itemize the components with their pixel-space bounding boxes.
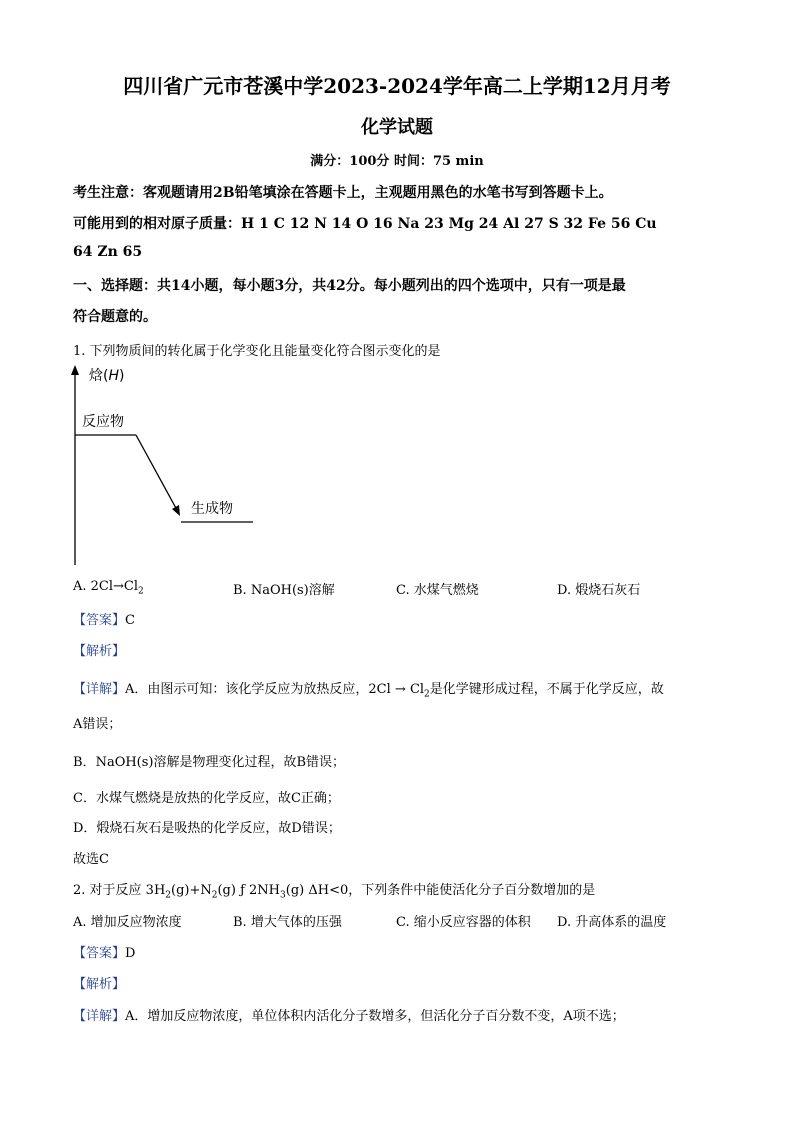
page-title: 四川省广元市苍溪中学2023-2024学年高二上学期12月月考 — [123, 74, 671, 98]
y-axis-label: 焓(H) — [89, 368, 125, 384]
subject-title: 化学试题 — [361, 117, 433, 138]
q1-option-a: A. $2Cl\to Cl_2$ — [73, 579, 144, 597]
enthalpy-diagram — [60, 360, 280, 572]
q2-answer: 【答案】D — [73, 946, 136, 961]
q2-option-d: D. 升高体系的温度 — [557, 915, 667, 930]
q2-detail-a: 【详解】A．增加反应物浓度，单位体积内活化分子数增多，但活化分子百分数不变，A项不选； — [73, 1009, 625, 1024]
q1-option-c: C. 水煤气燃烧 — [396, 583, 479, 598]
q1-detail-c: C．水煤气燃烧是放热的化学反应，故C正确； — [73, 791, 340, 806]
q2-option-a: A. 增加反应物浓度 — [73, 915, 182, 930]
q1-option-d: D. 煅烧石灰石 — [557, 583, 641, 598]
atomic-masses-line-2: 64 Zn 65 — [73, 244, 143, 260]
energy-drop-arrow — [172, 505, 180, 516]
product-label: 生成物 — [191, 501, 233, 517]
q1-detail-d: D．煅烧石灰石是吸热的化学反应，故D错误； — [73, 821, 341, 836]
exam-notice: 考生注意：客观题请用2B铅笔填涂在答题卡上，主观题用黑色的水笔书写到答题卡上。 — [73, 185, 613, 201]
y-axis-arrow — [71, 365, 79, 375]
q1-stem: 1. 下列物质间的转化属于化学变化且能量变化符合图示变化的是 — [73, 344, 441, 359]
q1-option-b: B. NaOH(s)溶解 — [233, 583, 335, 598]
reactant-label: 反应物 — [82, 414, 124, 430]
atomic-masses-line-1: 可能用到的相对原子质量：H 1 C 12 N 14 O 16 Na 23 Mg 24 Al 27 S 32 Fe 56 Cu — [73, 216, 657, 232]
q2-option-b: B. 增大气体的压强 — [233, 915, 342, 930]
section-1-heading-cont: 符合题意的。 — [73, 309, 157, 325]
q1-analysis-tag: 【解析】 — [73, 644, 126, 659]
q2-analysis-tag: 【解析】 — [73, 977, 126, 992]
q1-detail-b: B．NaOH(s)溶解是物理变化过程，故B错误； — [73, 755, 346, 770]
q1-detail-a-cont: A错误； — [73, 717, 122, 732]
q1-answer: 【答案】C — [73, 613, 135, 628]
q2-option-c: C. 缩小反应容器的体积 — [396, 915, 531, 930]
section-1-heading: 一、选择题：共14小题，每小题3分，共42分。每小题列出的四个选项中，只有一项是最 — [73, 278, 626, 294]
score-time-info: 满分：100分 时间：75 min — [310, 154, 484, 169]
q2-stem: 2. 对于反应 $3H_2(g)+N_2(g)$ ƒ $2NH_3(g)$ ΔH<0，下列条件中能使活化分子百分数增加的是 — [73, 883, 596, 901]
q1-conclusion: 故选C — [73, 852, 109, 867]
q1-detail-a: 【详解】A．由图示可知：该化学反应为放热反应，$2Cl \to Cl_2$是化学键形成过程，不属于化学反应，故 — [73, 682, 664, 700]
energy-drop-line — [136, 435, 177, 510]
